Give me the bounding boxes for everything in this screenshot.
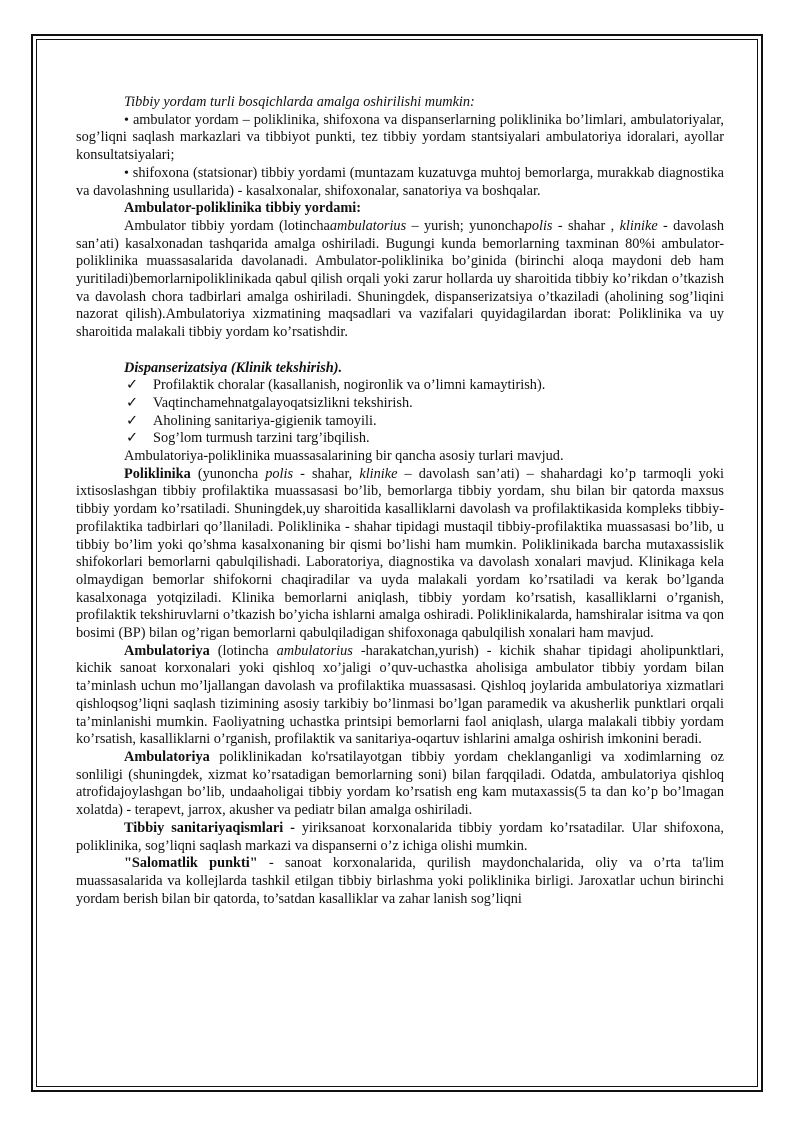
- ambulator-heading: Ambulator-poliklinika tibbiy yordami:: [124, 200, 361, 217]
- check-item: ✓ Sog’lom turmush tarzini targ’ibqilish.: [126, 430, 370, 447]
- stage-item-ambulator: • ambulator yordam – poliklinika, shifoxona va dispanserlarning poliklinika bo’limlari, ambulatoriyalar, sog’liqni saqlash markazlari va tibbiyot punkti, tez tibbiy yordam stantsiyalari ambulatoriya idoralari, ayollar konsultatsiyalari;: [76, 111, 724, 164]
- checkmark-icon: ✓: [126, 377, 138, 394]
- bullet-icon: •: [124, 112, 129, 128]
- dispanserizatsiya-heading: Dispanserizatsiya (Klinik tekshirish).: [124, 359, 343, 376]
- sanitariya-paragraph: Tibbiy sanitariyaqismlari - yiriksanoat korxonalarida tibbiy yordam ko’rsatadilar. Ular shifoxona, poliklinika, sog’liqni saqlash markazi va dispanserni o’z ichiga olishi mumkin.: [76, 819, 724, 854]
- check-item: ✓ Vaqtinchamehnatgalayoqatsizlikni tekshirish.: [126, 394, 413, 411]
- document-page: [76, 94, 724, 908]
- salomatlik-paragraph: "Salomatlik punkti" - sanoat korxonalarida, qurilish maydonchalarida, oliy va o’rta ta'lim muassasalarida va kollejlarda tashkil etilgan tibbiy birlashma yoki poliklinika birligi. Jaroxatlar uchun birinchi yordam berish bilan bir qatorda, to’satdan kasalliklar va zahar lanish sog’liqni: [76, 855, 725, 907]
- ambulatoriya-paragraph-2: Ambulatoriya poliklinikadan ko'rsatilayotgan tibbiy yordam cheklanganligi va xodimlarning oz sonliligi (shuningdek, xizmat ko’rsatadigan bemorlarning soni) bilan farqqiladi. Odatda, ambulatoriya qishloq atrofidajoylashgan bo’lib, undaaholigai tibbiy yordam ko’rsatish eng kam mutaxassis(5 ta dan ko’p bo’lmagan xolatda) - terapevt, jarrox, akusher va pediatr bilan amalga oshiriladi.: [76, 749, 724, 819]
- poliklinika-paragraph: Poliklinika (yunoncha polis - shahar, klinike – davolash san’ati) – shahardagi ko’p tarmoqli yoki ixtisoslashgan tibbiy profilaktika muassasasi bo’lib, bemorlarga tibbiy yordam, shu bilan bir qatorda maxsus tibbiy yordam ko’rsatiladi. Shuningdek,uy sharoitida kasalliklarni davolash va profilaktikasida kompleks tibbiy-profilaktika tadbirlari qo’llaniladi. Poliklinika - shahar tipidagi mustaqil tibbiy-profilaktika muassasasi bo’lib, u tibbiy bo’lim yoki qo’shma kasalxonaning bir qismi bo’lishi ham mumkin. Poliklinikada barcha mutaxassislik shifokorlari bemorlarni qabulqilishadi. Laboratoriya, diagnostika va davolash xonalari mavjud. Klinikaga kela olmaydigan bemorlar shifokorni chaqiradilar va uyda malakali yordam ko’rsatiladi va kerak bo’lganda kasalxonaga yotqiziladi. Klinika bemorlarni aniqlash, tibbiy yordam ko’rsatish, kasalliklarni o’rganish, profilaktik tekshiruvlarni o’tkazish bo’yicha ishlarni amalga oshiradi. Poliklinikalarda, hamshiralar isitma va qon bosimi (BP) bilan og’rigan bemorlarni qabulqiladigan shifoxonaga qabulqilish xonalari ham mavjud.: [76, 465, 724, 642]
- spacer: [76, 342, 724, 360]
- check-item: ✓ Profilaktik choralar (kasallanish, nogironlik va o’limni kamaytirish).: [126, 377, 546, 394]
- stage-item-hospital: • shifoxona (statsionar) tibbiy yordami (muntazam kuzatuvga muhtoj bemorlarga, murakkab diagnostika va davolashning usullarida) - kasalxonalar, shifoxonalar, sanatoriya va boshqalar.: [76, 164, 725, 199]
- checkmark-icon: ✓: [126, 412, 138, 429]
- stages-heading: Tibbiy yordam turli bosqichlarda amalga oshirilishi mumkin:: [124, 94, 475, 110]
- bullet-icon: •: [124, 165, 129, 181]
- checkmark-icon: ✓: [126, 430, 138, 447]
- types-line: Ambulatoriya-poliklinika muassasalarining bir qancha asosiy turlari mavjud.: [124, 448, 564, 465]
- ambulator-paragraph: Ambulator tibbiy yordam (lotinchaambulatorius – yurish; yunonchapolis - shahar , klinike - davolash san’ati) kasalxonadan tashqarida amalga oshiriladi. Bugungi kunda bemorlarning taxminan 80%i ambulator-poliklinika muassasalarida davolanadi. Ambulator-poliklinika bo’ginida (birinchi aloqa maydoni deb ham yuritiladi)bemorlarnipoliklinikada qabul qilish orqali yoki zarur hollarda uy sharoitida tibbiy ko’rikdan o’tkazish va davolash chora tadbirlari amalga oshiriladi. Shuningdek, dispanserizatsiya o’tkaziladi (aholining sog’liqini nazorat qilish).Ambulatoriya xizmatining maqsadlari va vazifalari quyidagilardan iborat: Poliklinika va uy sharoitida malakali tibbiy yordam ko’rsatishdir.: [76, 217, 724, 341]
- checkmark-icon: ✓: [126, 394, 138, 411]
- ambulatoriya-paragraph: Ambulatoriya (lotincha ambulatorius -harakatchan,yurish) - kichik shahar tipidagi aholipunktlari, kichik sanoat korxonalari yoki qishloq xo’jaligi o’quv-uchastka aholisiga ambulator tibbiy yordam bilan ta’minlash uchun mo’ljallangan davolash va profilaktika muassasasi. Qishloq joylarida ambulatoriya xizmatlari qishloqsog’liqni saqlash tizimining asosiy tarkibiy bo’linmasi bo’lgan paramedik va akusherlik punktlari orqali ta’minlanishi mumkin. Faoliyatning uchastka printsipi bemorlarni faol aniqlash, ularga malakali tibbiy yordam ko’rsatish, kasalliklarni o’rganish, profilaktik va sanitariya-oqartuv ishlarini amalga oshirish imkonini beradi.: [76, 642, 724, 748]
- check-item: ✓ Aholining sanitariya-gigienik tamoyili.: [126, 412, 377, 429]
